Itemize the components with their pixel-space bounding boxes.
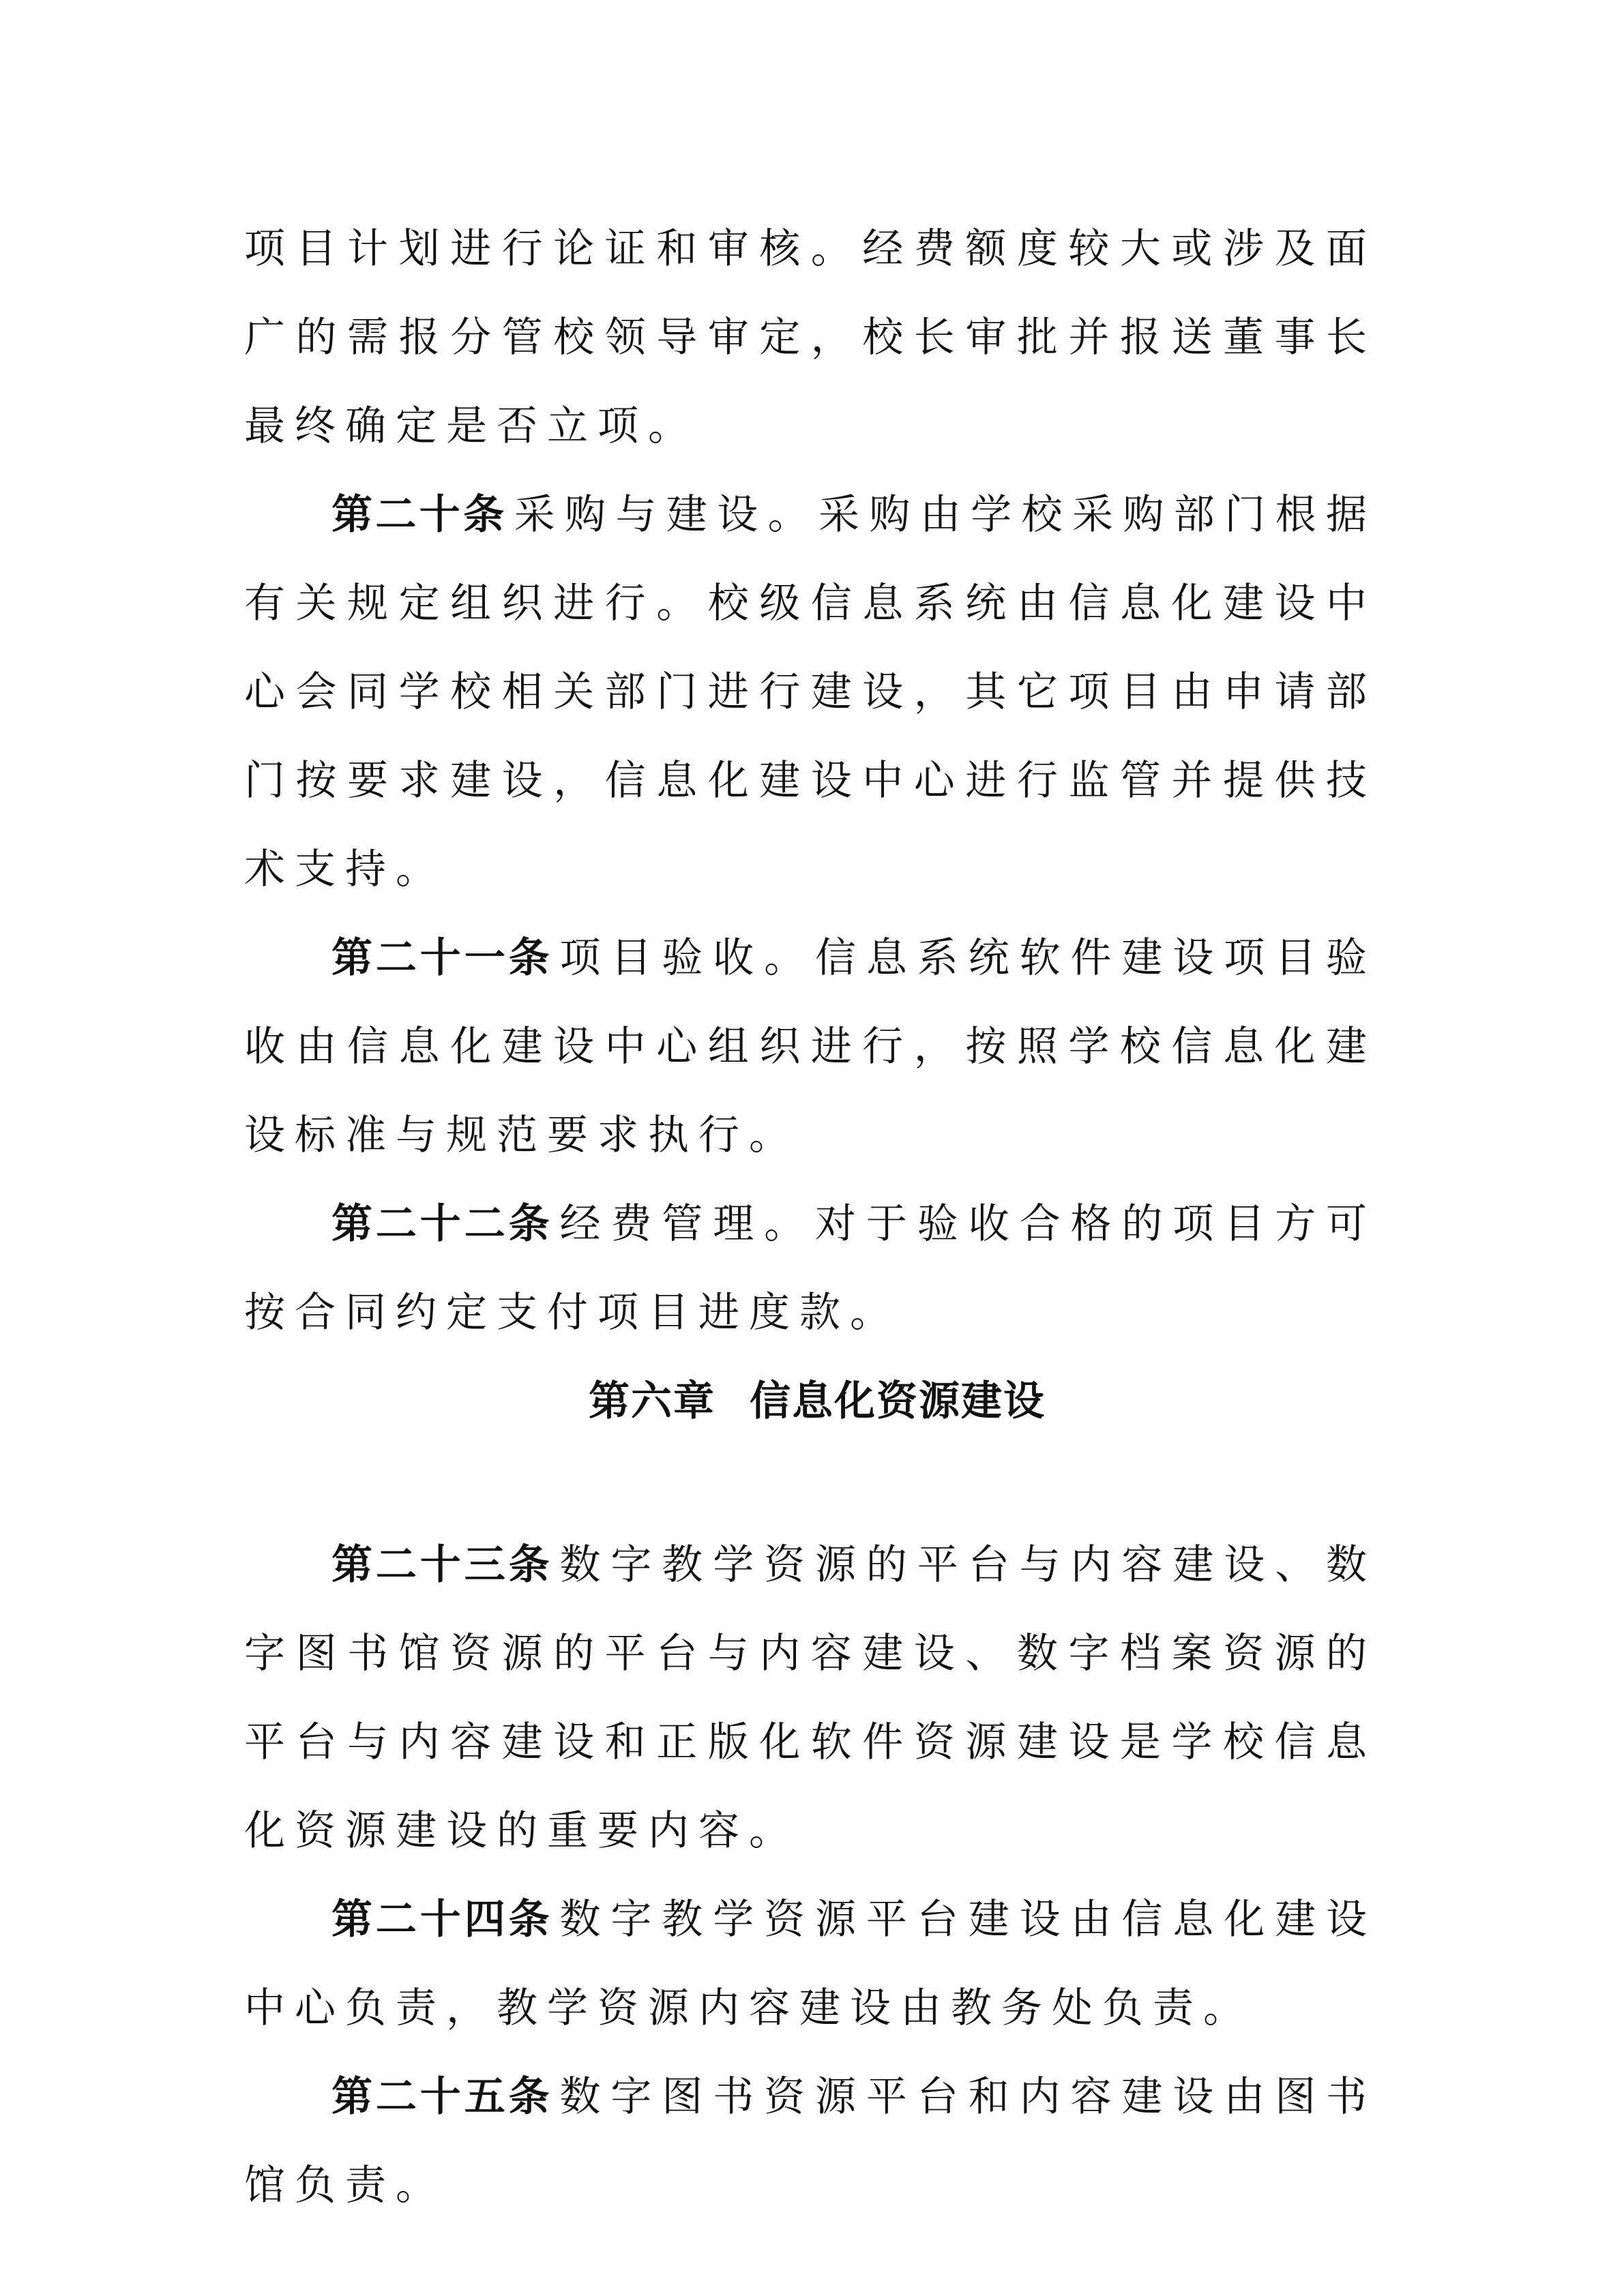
article-number: 第二十五条 [331, 2073, 553, 2121]
article-number: 第二十条 [331, 491, 507, 539]
article-number: 第二十二条 [331, 1200, 553, 1248]
article-24 [244, 1875, 1376, 2053]
paragraph-text: 采购与建设。采购由学校采购部门根据有关规定组织进行。校级信息系统由信息化建设中心会同学校相关部门进行建设，其它项目由申请部门按要求建设，信息化建设中心进行监管并提供技术支持。 [244, 491, 1377, 893]
paragraph-text: 项目计划进行论证和审核。经费额度较大或涉及面广的需报分管校领导审定，校长审批并报送董事长最终确定是否立项。 [244, 225, 1376, 450]
article-number: 第二十一条 [331, 934, 553, 982]
article-21 [244, 914, 1376, 1180]
article-22 [244, 1180, 1376, 1357]
paragraph-text: 数字教学资源平台建设由信息化建设中心负责，教学资源内容建设由教务处负责。 [244, 1896, 1376, 2032]
chapter-heading [244, 1357, 1376, 1446]
article-20 [244, 471, 1376, 914]
paragraph-text: 数字教学资源的平台与内容建设、数字图书馆资源的平台与内容建设、数字档案资源的平台与内容建设和正版化软件资源建设是学校信息化资源建设的重要内容。 [244, 1541, 1376, 1855]
article-number: 第二十三条 [331, 1541, 553, 1589]
chapter-title: 信息化资源建设 [750, 1377, 1046, 1425]
paragraph-text: 经费管理。对于验收合格的项目方可按合同约定支付项目进度款。 [244, 1200, 1376, 1337]
paragraph-text: 数字图书资源平台和内容建设由图书馆负责。 [244, 2073, 1376, 2209]
article-23 [244, 1521, 1376, 1875]
paragraph-continuation [244, 205, 1376, 471]
paragraph-text: 项目验收。信息系统软件建设项目验收由信息化建设中心组织进行，按照学校信息化建设标准与规范要求执行。 [244, 934, 1376, 1159]
document-body [244, 205, 1376, 2230]
chapter-number: 第六章 [589, 1377, 715, 1425]
article-25 [244, 2053, 1376, 2230]
article-number: 第二十四条 [331, 1896, 553, 1943]
